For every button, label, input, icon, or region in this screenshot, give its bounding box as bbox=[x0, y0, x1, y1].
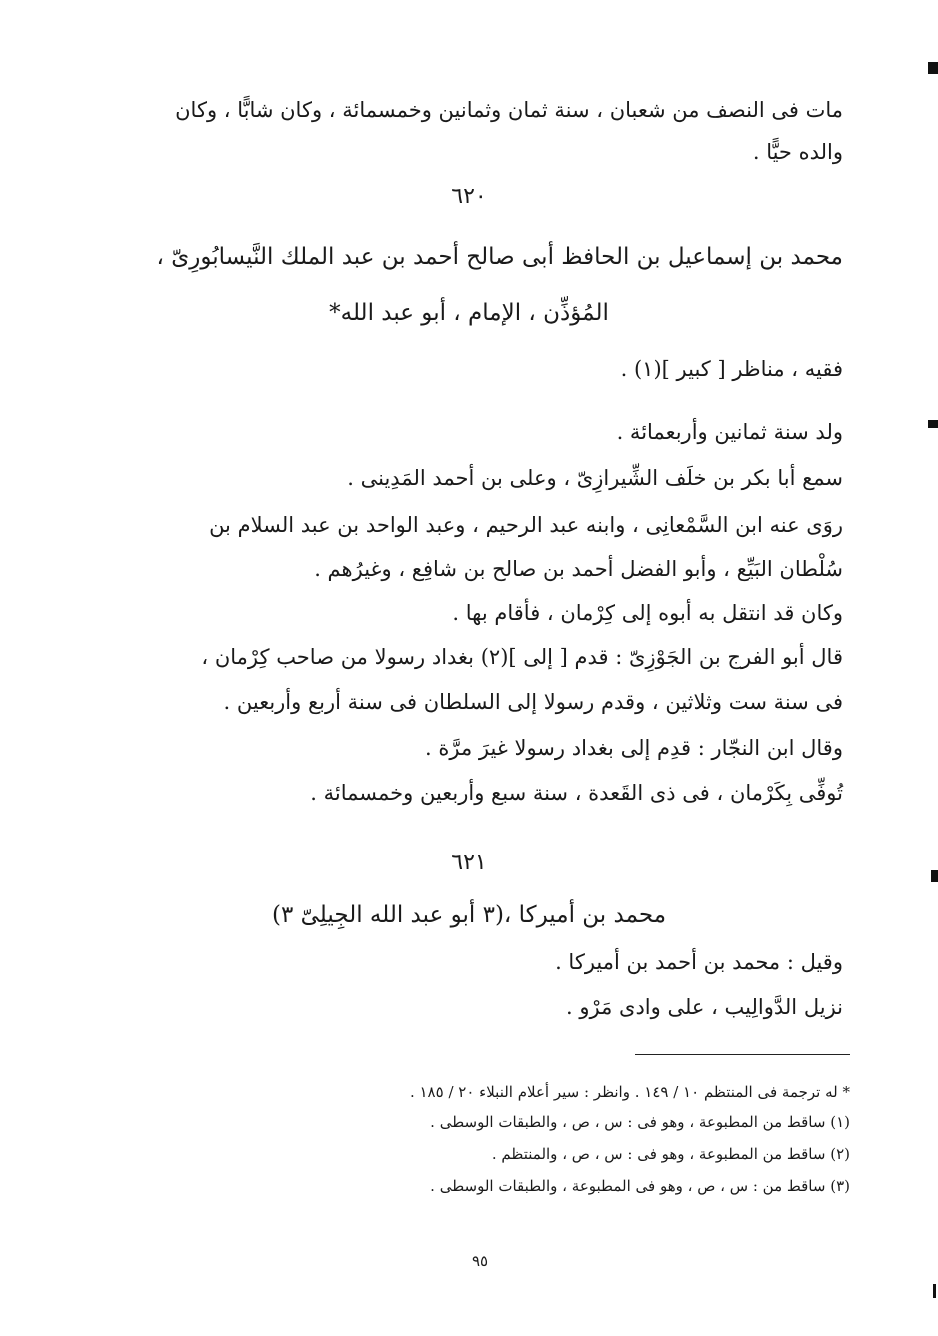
footnote-divider bbox=[635, 1054, 850, 1055]
entry-620-title-line-1: محمد بن إسماعيل بن الحافظ أبى صالح أحمد بن عبد الملك النَّيسابُورِىّ ، bbox=[156, 244, 843, 270]
entry-620-line-6: وكان قد انتقل به أبوه إلى كِرْمان ، فأقام بها . bbox=[452, 601, 843, 625]
entry-621-title: محمد بن أميركا ،(٣ أبو عبد الله الجِيلِىّ ٣) bbox=[271, 902, 667, 928]
entry-620-title-line-2: المُؤذِّن ، الإمام ، أبو عبد الله* bbox=[329, 300, 609, 326]
footnote-3: (٣) ساقط من : س ، ص ، وهو فى المطبوعة ، والطبقات الوسطى . bbox=[430, 1177, 850, 1195]
entry-620-line-10: تُوفِّى بِكَرْمان ، فى ذى القَعدة ، سنة سبع وأربعين وخمسمائة . bbox=[310, 781, 843, 805]
entry-620-number: ٦٢٠ bbox=[451, 184, 487, 209]
entry-620-line-2: ولد سنة ثمانين وأربعمائة . bbox=[616, 420, 843, 444]
entry-621-number: ٦٢١ bbox=[451, 850, 487, 875]
scan-mark-lower bbox=[931, 870, 938, 882]
intro-line-2: والده حيًّا . bbox=[752, 140, 843, 164]
scan-mark-middle bbox=[928, 420, 938, 428]
entry-620-line-9: وقال ابن النجّار : قدِم إلى بغداد رسولا غيرَ مرَّة . bbox=[425, 736, 843, 760]
intro-line-1: مات فى النصف من شعبان ، سنة ثمان وثمانين وخمسمائة ، وكان شابًّا ، وكان bbox=[175, 98, 843, 122]
footnote-1: (١) ساقط من المطبوعة ، وهو فى : س ، ص ، والطبقات الوسطى . bbox=[430, 1113, 850, 1131]
entry-620-line-3: سمع أبا بكر بن خلَف الشِّيرازِىّ ، وعلى بن أحمد المَدِينى . bbox=[347, 466, 843, 490]
footnote-star: * له ترجمة فى المنتظم ١٠ / ١٤٩ . وانظر : سير أعلام النبلاء ٢٠ / ١٨٥ . bbox=[409, 1083, 850, 1101]
page-number: ٩٥ bbox=[471, 1252, 489, 1270]
entry-620-line-8: فى سنة ست وثلاثين ، وقدم رسولا إلى السلطان فى سنة أربع وأربعين . bbox=[223, 690, 843, 714]
footnote-2: (٢) ساقط من المطبوعة ، وهو فى : س ، ص ، والمنتظم . bbox=[491, 1145, 850, 1163]
entry-620-line-7: قال أبو الفرج بن الجَوْزِىّ : قدم [ إلى ](٢) بغداد رسولا من صاحب كِرْمان ، bbox=[201, 645, 843, 669]
scan-mark-bottom bbox=[933, 1284, 936, 1298]
scan-mark-top bbox=[928, 62, 938, 74]
entry-621-line-1: وقيل : محمد بن أحمد بن أميركا . bbox=[555, 950, 843, 974]
entry-620-line-5: سُلْطان البَيِّع ، وأبو الفضل أحمد بن صالح بن شافِع ، وغيرُهم . bbox=[314, 557, 843, 581]
entry-621-line-2: نزيل الدَّوالِيب ، على وادى مَرْو . bbox=[566, 995, 843, 1019]
entry-620-line-1: فقيه ، مناظر [ كبير ](١) . bbox=[620, 357, 843, 381]
entry-620-line-4: روَى عنه ابن السَّمْعانِى ، وابنه عبد الرحيم ، وعبد الواحد بن عبد السلام بن bbox=[209, 513, 843, 537]
